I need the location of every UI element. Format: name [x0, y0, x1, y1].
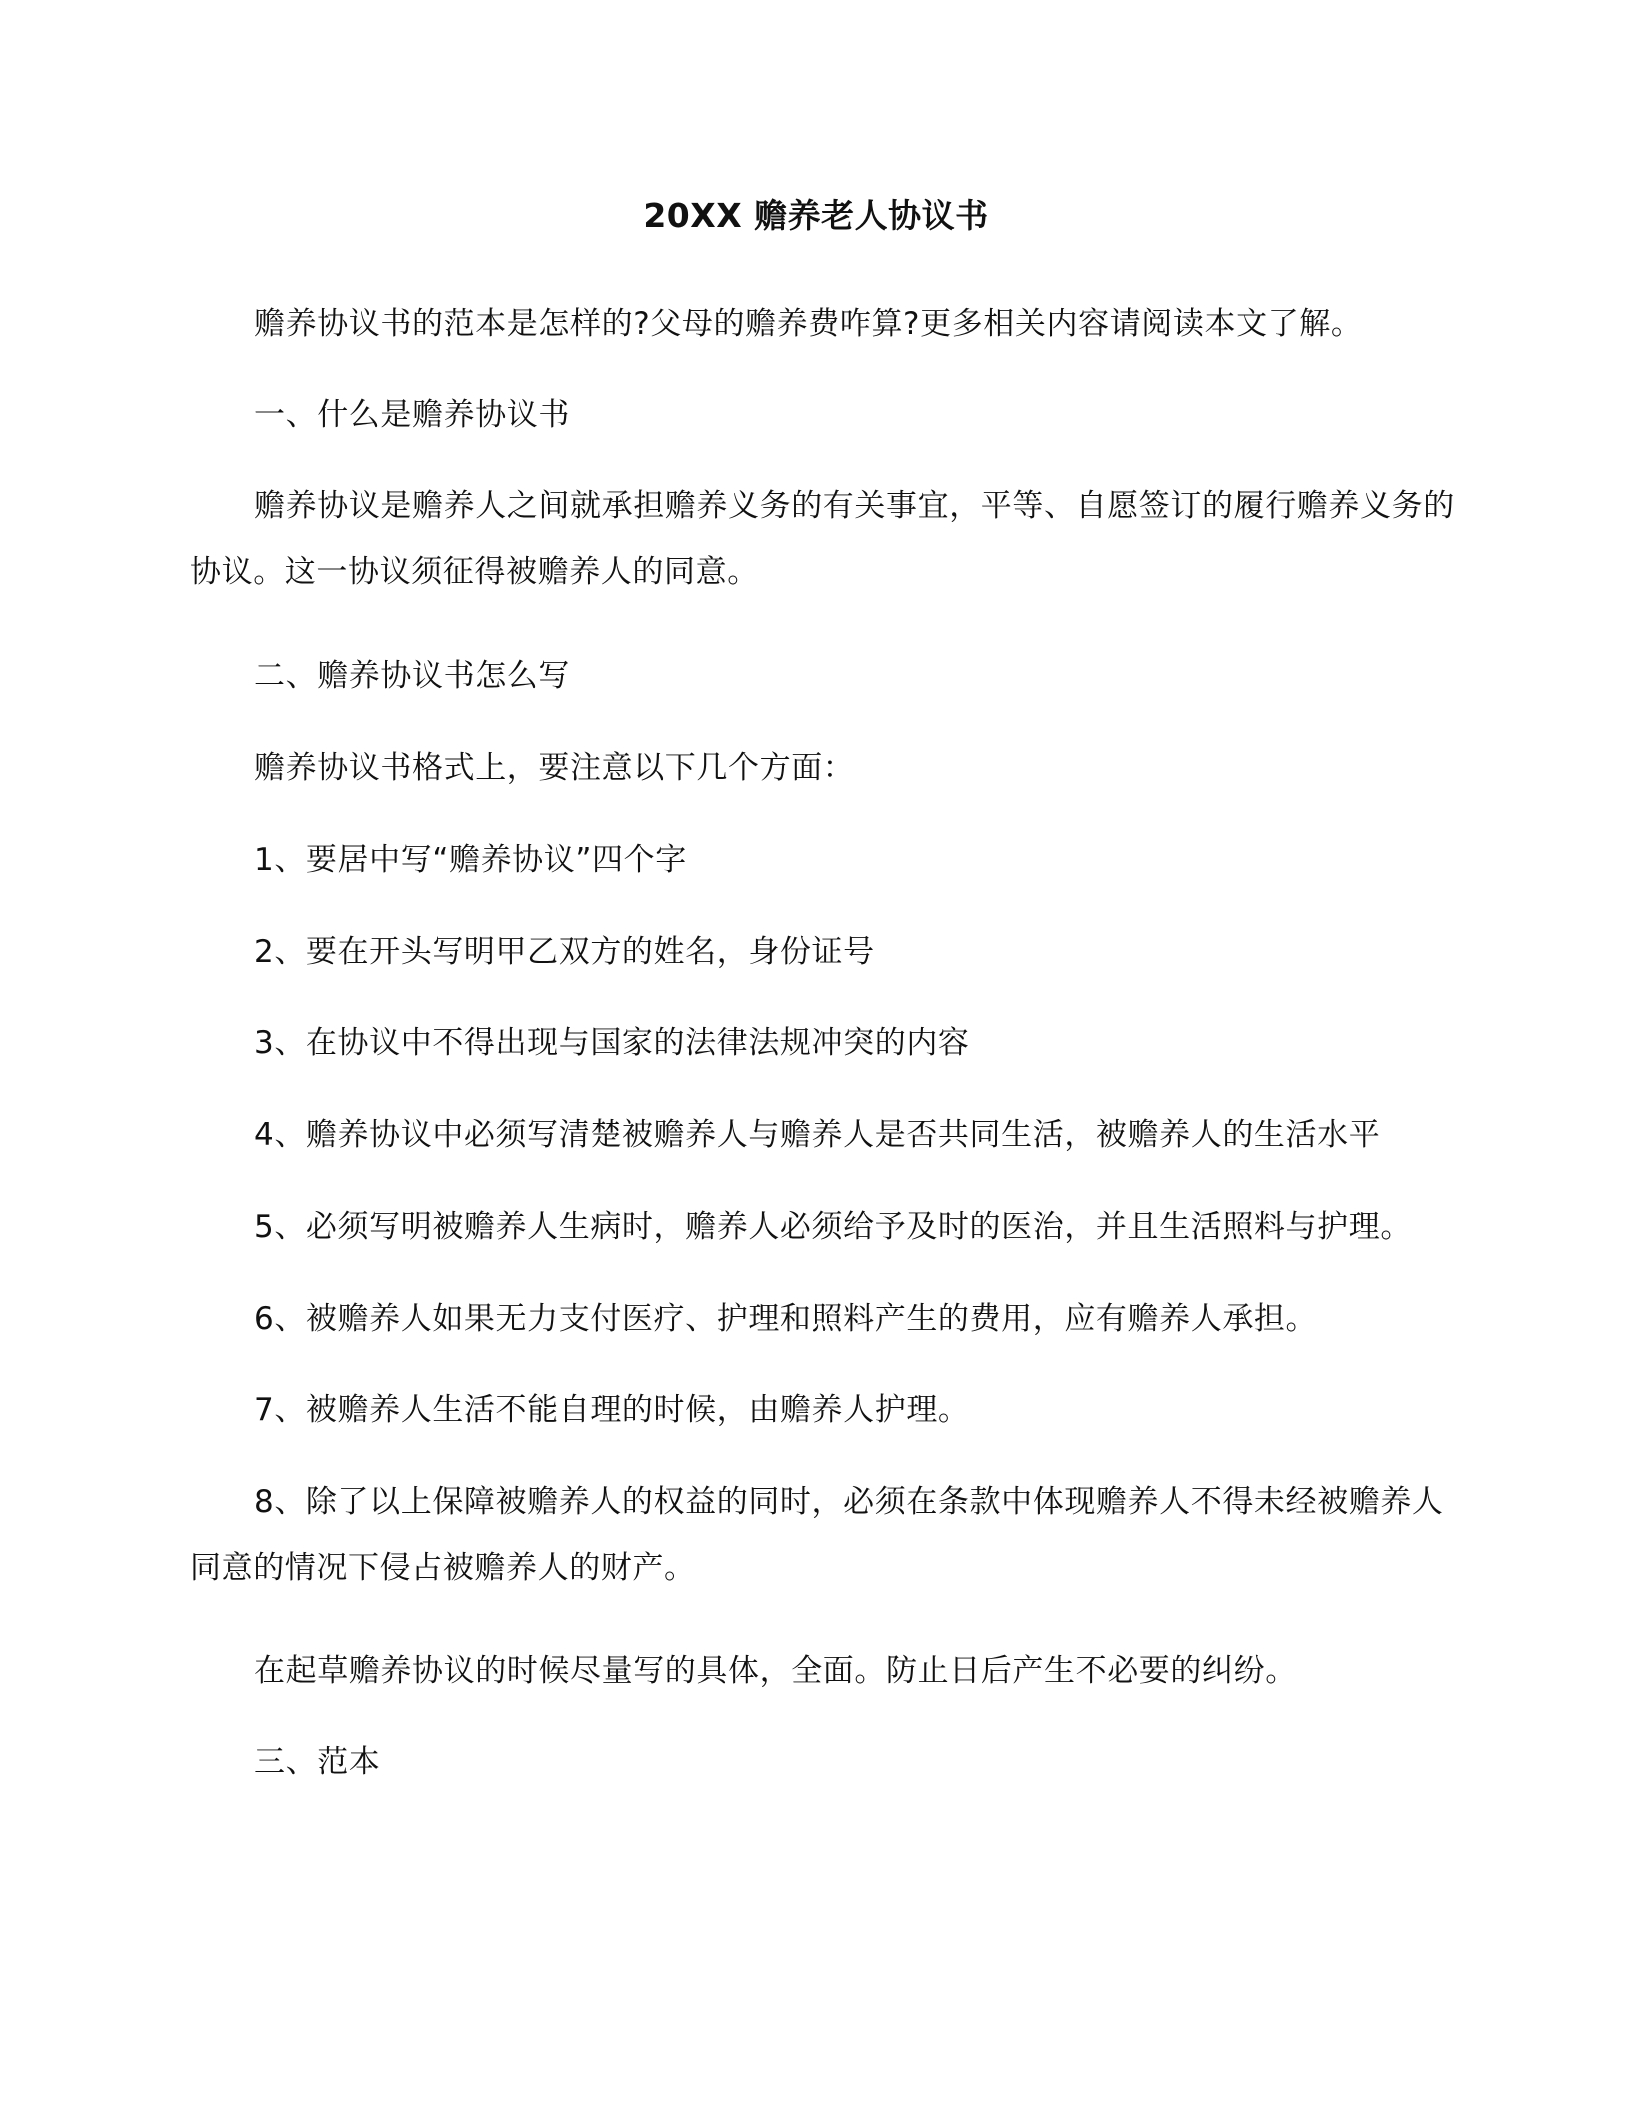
paragraph-definition: 赡养协议是赡养人之间就承担赡养义务的有关事宜，平等、自愿签订的履行赡养义务的协议。这一协议须征得被赡养人的同意。 — [190, 488, 1455, 590]
paragraph-intro: 赡养协议书的范本是怎样的?父母的赡养费咋算?更多相关内容请阅读本文了解。 — [254, 306, 1363, 342]
list-item-7: 7、被赡养人生活不能自理的时候，由赡养人护理。 — [254, 1392, 970, 1428]
list-item-3: 3、在协议中不得出现与国家的法律法规冲突的内容 — [254, 1025, 970, 1061]
list-item-8: 8、除了以上保障被赡养人的权益的同时，必须在条款中体现赡养人不得未经被赡养人同意的情况下侵占被赡养人的财产。 — [190, 1484, 1444, 1586]
paragraph-drafting-advice: 在起草赡养协议的时候尽量写的具体，全面。防止日后产生不必要的纠纷。 — [254, 1653, 1297, 1689]
list-item-2: 2、要在开头写明甲乙双方的姓名，身份证号 — [254, 934, 875, 970]
paragraph-format-intro: 赡养协议书格式上，要注意以下几个方面： — [254, 750, 855, 786]
heading-section-3: 三、范本 — [254, 1744, 381, 1780]
heading-section-2: 二、赡养协议书怎么写 — [254, 658, 570, 694]
heading-section-1: 一、什么是赡养协议书 — [254, 397, 570, 433]
document-title: 20XX 赡养老人协议书 — [643, 196, 989, 235]
list-item-1: 1、要居中写“赡养协议”四个字 — [254, 842, 687, 878]
list-item-6: 6、被赡养人如果无力支付医疗、护理和照料产生的费用，应有赡养人承担。 — [254, 1301, 1318, 1337]
list-item-5: 5、必须写明被赡养人生病时，赡养人必须给予及时的医治，并且生活照料与护理。 — [254, 1209, 1412, 1245]
list-item-4: 4、赡养协议中必须写清楚被赡养人与赡养人是否共同生活，被赡养人的生活水平 — [254, 1117, 1381, 1153]
